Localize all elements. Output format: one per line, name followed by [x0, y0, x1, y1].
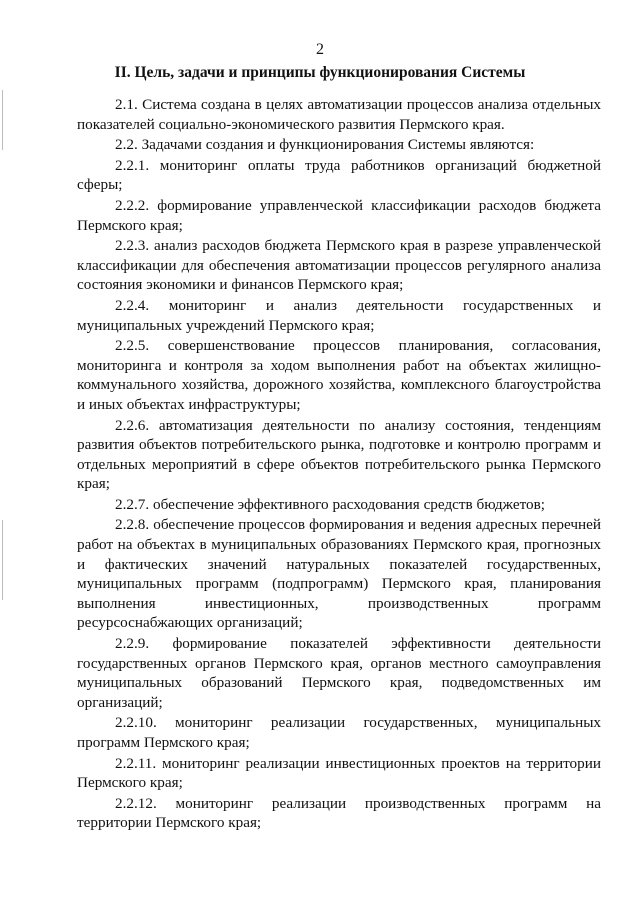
section-heading: II. Цель, задачи и принципы функционирования Системы	[114, 64, 526, 81]
scan-edge-mark	[2, 520, 3, 600]
paragraph-2-2-2: 2.2.2. формирование управленческой классификации расходов бюджета Пермского края;	[77, 196, 601, 234]
document-body	[77, 95, 601, 834]
paragraph-2-2-4: 2.2.4. мониторинг и анализ деятельности государственных и муниципальных учреждений Пермского края;	[77, 296, 601, 334]
paragraph-2-2-9: 2.2.9. формирование показателей эффективности деятельности государственных органов Пермского края, органов местного самоуправления муниципальных образований Пермского края, подведомственных им организаций;	[77, 635, 601, 711]
scan-edge-mark	[2, 90, 3, 150]
paragraph-2-2-10: 2.2.10. мониторинг реализации государственных, муниципальных программ Пермского края;	[77, 714, 601, 751]
paragraph-2-1: 2.1. Система создана в целях автоматизации процессов анализа отдельных показателей социально-экономического развития Пермского края.	[77, 96, 601, 133]
paragraph-2-2-5: 2.2.5. совершенствование процессов планирования, согласования, мониторинга и контроля за ходом выполнения работ на объектах жилищно-коммунального хозяйства, дорожного хозяйства, комплексного благоустройства и иных объектах инфраструктуры;	[77, 337, 601, 413]
paragraph-2-2-11: 2.2.11. мониторинг реализации инвестиционных проектов на территории Пермского края;	[77, 754, 601, 792]
page-number: 2	[316, 41, 324, 58]
paragraph-2-2-12: 2.2.12. мониторинг реализации производственных программ на территории Пермского края;	[77, 794, 601, 832]
paragraph-2-2-3: 2.2.3. анализ расходов бюджета Пермского края в разрезе управленческой классификации для обеспечения автоматизации процессов регулярного анализа состояния экономики и финансов Пермского края;	[77, 237, 601, 294]
paragraph-2-2-7: 2.2.7. обеспечение эффективного расходования средств бюджетов;	[115, 495, 546, 513]
paragraph-2-2-8: 2.2.8. обеспечение процессов формирования и ведения адресных перечней работ на объектах в муниципальных образованиях Пермского края, прогнозных и фактических значений натуральных показателей государственных, муниципальных программ (подпрограмм) Пермского края, планирования выполнения инвестиционных, производственных программ ресурсоснабжающих организаций;	[77, 516, 601, 632]
paragraph-2-2: 2.2. Задачами создания и функционирования Системы являются:	[115, 136, 535, 154]
paragraph-2-2-6: 2.2.6. автоматизация деятельности по анализу состояния, тенденциям развития объектов потребительского рынка, подготовке и контролю программ и отдельных мероприятий в сфере объектов потребительского рынка Пермского края;	[77, 416, 601, 493]
paragraph-2-2-1: 2.2.1. мониторинг оплаты труда работников организаций бюджетной сферы;	[77, 156, 601, 194]
